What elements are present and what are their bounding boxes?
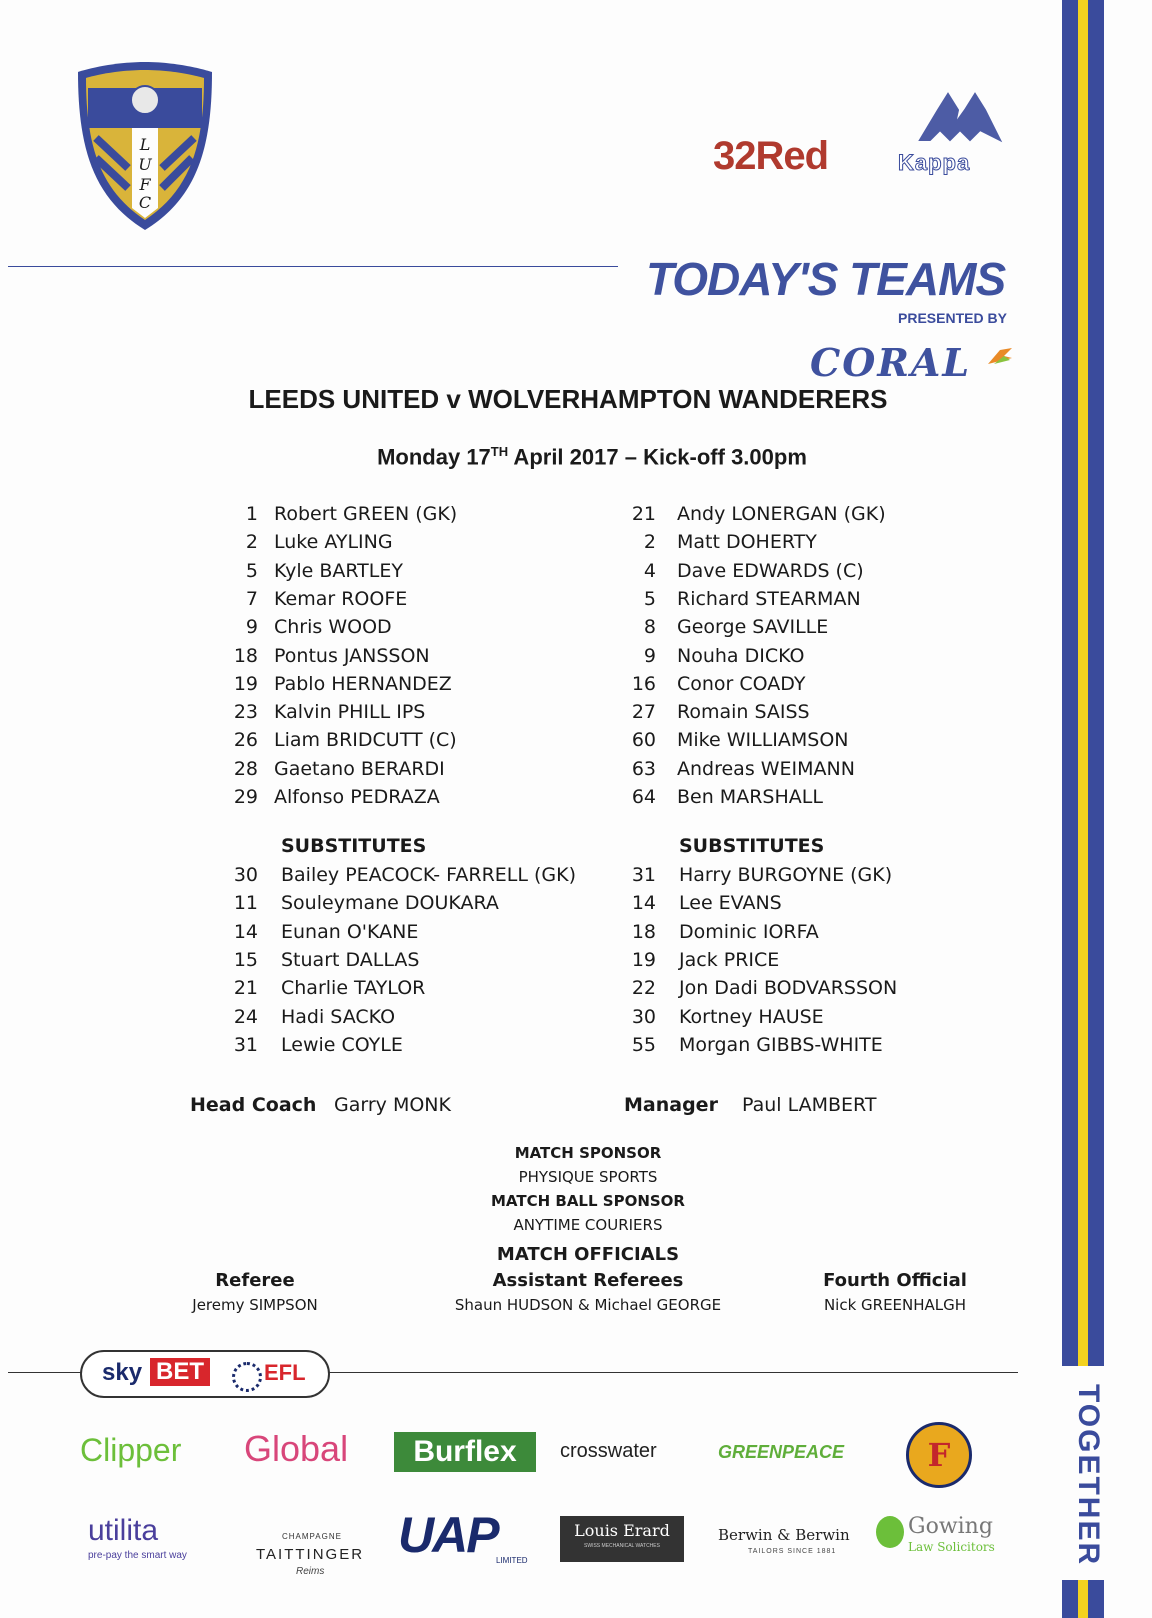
coral-logo: CORAL [810, 340, 972, 385]
sub-name: Eunan O'KANE [281, 920, 419, 943]
sub-number: 31 [631, 864, 656, 886]
player-number: 2 [245, 531, 258, 554]
away-coach-name: Paul LAMBERT [742, 1094, 877, 1116]
player-number: 64 [631, 786, 656, 808]
burflex-logo: Burflex [394, 1432, 536, 1472]
player-number: 27 [631, 701, 656, 724]
fixture-title: LEEDS UNITED v WOLVERHAMPTON WANDERERS [248, 384, 888, 414]
gowing-tagline: Law Solicitors [908, 1540, 995, 1554]
player-name: Liam BRIDCUTT (C) [274, 729, 457, 752]
svg-text:F: F [139, 175, 151, 194]
ball-sponsor-label: MATCH BALL SPONSOR [491, 1192, 685, 1210]
skybet-efl-badge: sky BET EFL [80, 1350, 330, 1398]
match-sponsor-label: MATCH SPONSOR [514, 1144, 662, 1162]
fosters-logo: F [906, 1422, 972, 1488]
kappa-logo-icon [900, 90, 1010, 154]
match-date: Monday 17TH April 2017 – Kick-off 3.00pm [377, 444, 807, 470]
player-name: Chris WOOD [274, 616, 392, 639]
global-logo: Global [244, 1428, 349, 1469]
sub-number: 22 [631, 977, 656, 1000]
sub-number: 31 [233, 1033, 258, 1056]
player-number: 9 [245, 616, 258, 639]
side-stripe [1062, 0, 1118, 1618]
taittinger-logo: TAITTINGER [256, 1546, 365, 1563]
taittinger-top: CHAMPAGNE [282, 1532, 342, 1541]
greenpeace-logo: GREENPEACE [718, 1442, 845, 1462]
sub-name: Lee EVANS [679, 892, 782, 915]
player-number: 7 [245, 587, 258, 610]
player-name: Kyle BARTLEY [274, 559, 403, 582]
home-coach-name: Garry MONK [334, 1094, 451, 1116]
sub-number: 14 [631, 892, 656, 915]
ball-sponsor: ANYTIME COURIERS [513, 1216, 663, 1234]
clipper-logo: Clipper [80, 1432, 182, 1468]
player-name: Richard STEARMAN [677, 587, 861, 610]
officials-heading: MATCH OFFICIALS [496, 1244, 680, 1265]
together-text: TOGETHER [1072, 1383, 1105, 1567]
player-number: 28 [233, 757, 258, 780]
player-name: Andreas WEIMANN [677, 757, 855, 780]
svg-text:C: C [138, 193, 152, 212]
sub-name: Morgan GIBBS-WHITE [679, 1033, 883, 1056]
player-number: 9 [643, 644, 656, 667]
sub-name: Stuart DALLAS [281, 948, 420, 971]
utilita-tagline: pre-pay the smart way [88, 1550, 187, 1561]
player-number: 2 [643, 531, 656, 554]
fourth-official-label: Fourth Official [823, 1270, 967, 1291]
efl-ball-icon [232, 1362, 262, 1392]
player-name: Alfonso PEDRAZA [274, 786, 440, 808]
louis-erard-logo: Louis Erard SWISS MECHANICAL WATCHES [560, 1516, 684, 1562]
player-name: Conor COADY [677, 672, 806, 695]
player-number: 29 [233, 786, 258, 808]
player-number: 4 [643, 559, 656, 582]
assistants-names: Shaun HUDSON & Michael GEORGE [454, 1296, 722, 1314]
sub-name: Kortney HAUSE [679, 1005, 824, 1028]
player-name: Pablo HERNANDEZ [274, 672, 452, 695]
gowing-logo: Gowing [908, 1514, 993, 1539]
sub-name: Harry BURGOYNE (GK) [679, 864, 893, 886]
sub-name: Bailey PEACOCK- FARRELL (GK) [281, 864, 576, 886]
player-name: Andy LONERGAN (GK) [677, 503, 886, 525]
player-name: Robert GREEN (GK) [274, 503, 458, 525]
player-name: Kemar ROOFE [274, 587, 408, 610]
away-coach-label: Manager [624, 1094, 718, 1116]
uap-logo: UAP [398, 1507, 498, 1563]
sub-name: Hadi SACKO [281, 1005, 396, 1028]
presented-by: PRESENTED BY [898, 310, 1007, 326]
player-name: Luke AYLING [274, 531, 393, 554]
sub-number: 21 [233, 977, 258, 1000]
kappa-text: Kappa [898, 150, 971, 175]
svg-text:U: U [138, 155, 152, 174]
svg-text:L: L [139, 135, 151, 154]
sub-name: Charlie TAYLOR [281, 977, 426, 1000]
sub-number: 11 [233, 892, 258, 915]
sub-name: Jack PRICE [679, 948, 780, 971]
player-name: George SAVILLE [677, 616, 829, 639]
away-substitutes-label: SUBSTITUTES [679, 835, 825, 857]
player-name: Gaetano BERARDI [274, 757, 445, 780]
assistants-label: Assistant Referees [492, 1270, 684, 1291]
player-number: 8 [643, 616, 656, 639]
player-number: 60 [631, 729, 656, 752]
berwin-tagline: TAILORS SINCE 1881 [748, 1548, 837, 1555]
crosswater-logo: crosswater [560, 1440, 657, 1462]
32red-logo: 32Red [713, 134, 829, 178]
player-number: 26 [233, 729, 258, 752]
player-name: Matt DOHERTY [677, 531, 817, 554]
page-title: TODAY'S TEAMS [646, 253, 1006, 305]
player-number: 63 [631, 757, 656, 780]
player-number: 23 [233, 701, 258, 724]
sub-number: 19 [631, 948, 656, 971]
header-divider [8, 266, 618, 267]
uap-tagline: LIMITED [496, 1556, 528, 1565]
sub-number: 30 [233, 864, 258, 886]
player-number: 16 [631, 672, 656, 695]
player-name: Ben MARSHALL [677, 786, 823, 808]
coral-flame-icon [986, 346, 1014, 366]
fourth-official-name: Nick GREENHALGH [823, 1296, 967, 1314]
sub-name: Jon Dadi BODVARSSON [679, 977, 898, 1000]
referee-label: Referee [215, 1270, 295, 1291]
player-name: Nouha DICKO [677, 644, 805, 667]
player-number: 5 [245, 559, 258, 582]
sub-number: 18 [631, 920, 656, 943]
player-name: Pontus JANSSON [274, 644, 430, 667]
leeds-crest-logo [72, 58, 218, 236]
taittinger-bottom: Reims [296, 1566, 325, 1577]
sub-name: Lewie COYLE [281, 1033, 403, 1056]
referee-name: Jeremy SIMPSON [192, 1296, 318, 1314]
player-name: Romain SAISS [677, 701, 810, 724]
sub-number: 24 [233, 1005, 258, 1028]
berwin-logo: Berwin & Berwin [718, 1526, 850, 1544]
sub-number: 55 [631, 1033, 656, 1056]
sub-name: Dominic IORFA [679, 920, 819, 943]
sub-name: Souleymane DOUKARA [281, 892, 499, 915]
gowing-g-icon [876, 1516, 904, 1548]
player-number: 18 [233, 644, 258, 667]
home-substitutes-label: SUBSTITUTES [281, 835, 427, 857]
player-number: 1 [245, 503, 258, 525]
player-number: 21 [631, 503, 656, 525]
sub-number: 30 [631, 1005, 656, 1028]
player-number: 5 [643, 587, 656, 610]
home-coach-label: Head Coach [190, 1094, 317, 1116]
player-name: Dave EDWARDS (C) [677, 559, 864, 582]
sub-number: 15 [233, 948, 258, 971]
player-number: 19 [233, 672, 258, 695]
player-name: Mike WILLIAMSON [677, 729, 849, 752]
sub-number: 14 [233, 920, 258, 943]
player-name: Kalvin PHILL IPS [274, 701, 426, 724]
match-sponsor: PHYSIQUE SPORTS [518, 1168, 658, 1186]
utilita-logo: utilita [88, 1514, 159, 1547]
